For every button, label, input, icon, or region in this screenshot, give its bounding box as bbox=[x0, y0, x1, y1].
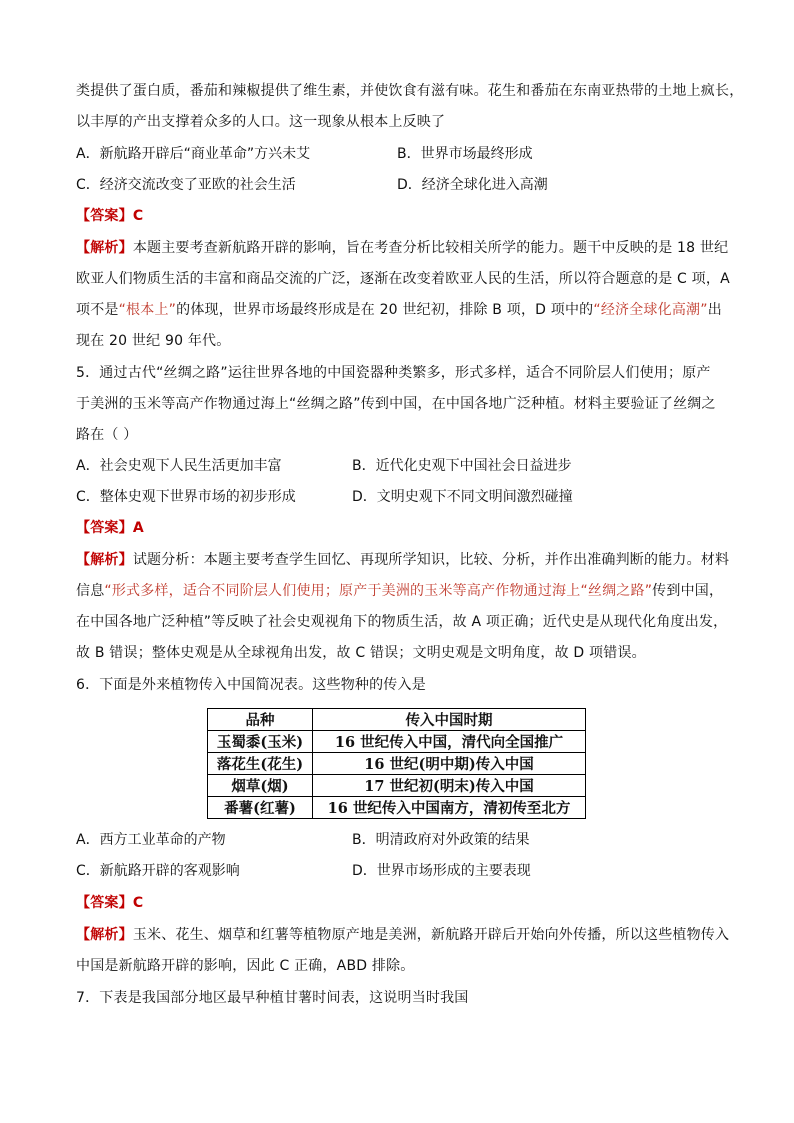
q5-analysis-line2 bbox=[76, 581, 723, 601]
q4-option-d: D．经济全球化进入高潮 bbox=[397, 177, 548, 193]
q4-analysis-line3 bbox=[76, 300, 722, 320]
analysis-text: 的体现，世界市场最终形成是在 20 世纪初，排除 B 项，D 项中的 bbox=[176, 302, 594, 318]
q6-stem: 6．下面是外来植物传入中国简况表。这些物种的传入是 bbox=[76, 677, 426, 693]
table-cell: 16 世纪传入中国南方，清初传至北方 bbox=[313, 797, 586, 819]
q6-option-d: D．世界市场形成的主要表现 bbox=[352, 863, 531, 879]
table-row bbox=[208, 775, 586, 797]
analysis-text: 出 bbox=[707, 302, 722, 318]
analysis-text: 传到中国， bbox=[652, 583, 724, 599]
table-header: 品种 bbox=[208, 709, 313, 731]
table-cell: 17 世纪初(明末)传入中国 bbox=[313, 775, 586, 797]
table-cell: 16 世纪传入中国，清代向全国推广 bbox=[313, 731, 586, 753]
q4-analysis-line1 bbox=[76, 238, 728, 258]
analysis-label: 【解析】 bbox=[76, 927, 133, 943]
analysis-text: 项不是 bbox=[76, 302, 119, 318]
analysis-quote: “形式多样，适合不同阶层人们使用；原产于美洲的玉米等高产作物通过海上“丝绸之路” bbox=[104, 583, 653, 599]
q5-option-b: B．近代化史观下中国社会日益进步 bbox=[352, 458, 572, 474]
q5-analysis-line3: 在中国各地广泛种植”等反映了社会史观视角下的物质生活，故 A 项正确；近代史是从现代化角度出发， bbox=[76, 614, 728, 630]
analysis-text: 本题主要考查新航路开辟的影响，旨在考查分析比较相关所学的能力。题干中反映的是 18 世纪 bbox=[132, 240, 729, 256]
table-cell: 烟草(烟) bbox=[208, 775, 313, 797]
q4-analysis-line4: 现在 20 世纪 90 年代。 bbox=[76, 333, 231, 349]
analysis-quote: “根本上” bbox=[118, 302, 177, 318]
q4-stem-line1: 类提供了蛋白质，番茄和辣椒提供了维生素，并使饮食有滋有味。花生和番茄在东南亚热带的土地上疯长， bbox=[76, 83, 744, 99]
table-row bbox=[208, 753, 586, 775]
q5-option-d: D．文明史观下不同文明间激烈碰撞 bbox=[352, 489, 573, 505]
analysis-quote: “经济全球化高潮” bbox=[593, 302, 708, 318]
table-cell: 番薯(红薯) bbox=[208, 797, 313, 819]
analysis-label: 【解析】 bbox=[76, 240, 133, 256]
q4-option-a: A．新航路开辟后“商业革命”方兴未艾 bbox=[76, 146, 311, 162]
table-header-row bbox=[208, 709, 586, 731]
q6-option-a: A．西方工业革命的产物 bbox=[76, 832, 226, 848]
answer-value: C bbox=[132, 895, 144, 911]
table-row bbox=[208, 797, 586, 819]
q5-analysis-line1 bbox=[76, 550, 729, 570]
answer-value: C bbox=[132, 208, 144, 224]
q6-answer bbox=[76, 893, 143, 913]
table-cell: 玉蜀黍(玉米) bbox=[208, 731, 313, 753]
plant-introduction-table bbox=[207, 708, 586, 819]
answer-value: A bbox=[132, 520, 144, 536]
answer-label: 【答案】 bbox=[76, 895, 133, 911]
q5-stem-line1: 5．通过古代“丝绸之路”运往世界各地的中国瓷器种类繁多，形式多样，适合不同阶层人们使用；原产 bbox=[76, 365, 711, 381]
table-cell: 落花生(花生) bbox=[208, 753, 313, 775]
q4-option-c: C．经济交流改变了亚欧的社会生活 bbox=[76, 177, 296, 193]
q6-option-c: C．新航路开辟的客观影响 bbox=[76, 863, 240, 879]
q5-stem-line3: 路在（ ） bbox=[76, 427, 138, 443]
q5-stem-line2: 于美洲的玉米等高产作物通过海上“丝绸之路”传到中国，在中国各地广泛种植。材料主要验证了丝绸之 bbox=[76, 396, 716, 412]
q4-answer bbox=[76, 206, 143, 226]
q4-analysis-line2: 欧亚人们物质生活的丰富和商品交流的广泛，逐渐在改变着欧亚人民的生活，所以符合题意的是 C 项，A bbox=[76, 271, 730, 287]
q4-option-b: B．世界市场最终形成 bbox=[397, 146, 533, 162]
table-header: 传入中国时期 bbox=[313, 709, 586, 731]
analysis-text: 信息 bbox=[76, 583, 105, 599]
q5-answer bbox=[76, 518, 144, 538]
table-row bbox=[208, 731, 586, 753]
analysis-text: 玉米、花生、烟草和红薯等植物原产地是美洲，新航路开辟后开始向外传播，所以这些植物传入 bbox=[132, 927, 730, 943]
q5-option-c: C．整体史观下世界市场的初步形成 bbox=[76, 489, 296, 505]
q5-option-a: A．社会史观下人民生活更加丰富 bbox=[76, 458, 282, 474]
q6-option-b: B．明清政府对外政策的结果 bbox=[352, 832, 530, 848]
q6-analysis-line2: 中国是新航路开辟的影响，因此 C 正确，ABD 排除。 bbox=[76, 958, 415, 974]
answer-label: 【答案】 bbox=[76, 208, 133, 224]
q7-stem: 7．下表是我国部分地区最早种植甘薯时间表，这说明当时我国 bbox=[76, 990, 469, 1006]
q5-analysis-line4: 故 B 错误；整体史观是从全球视角出发，故 C 错误；文明史观是文明角度，故 D 项错误。 bbox=[76, 645, 646, 661]
analysis-label: 【解析】 bbox=[76, 552, 133, 568]
table-cell: 16 世纪(明中期)传入中国 bbox=[313, 753, 586, 775]
answer-label: 【答案】 bbox=[76, 520, 133, 536]
q4-stem-line2: 以丰厚的产出支撑着众多的人口。这一现象从根本上反映了 bbox=[76, 114, 446, 130]
q6-analysis-line1 bbox=[76, 925, 729, 945]
analysis-text: 试题分析：本题主要考查学生回忆、再现所学知识，比较、分析，并作出准确判断的能力。材料 bbox=[132, 552, 730, 568]
